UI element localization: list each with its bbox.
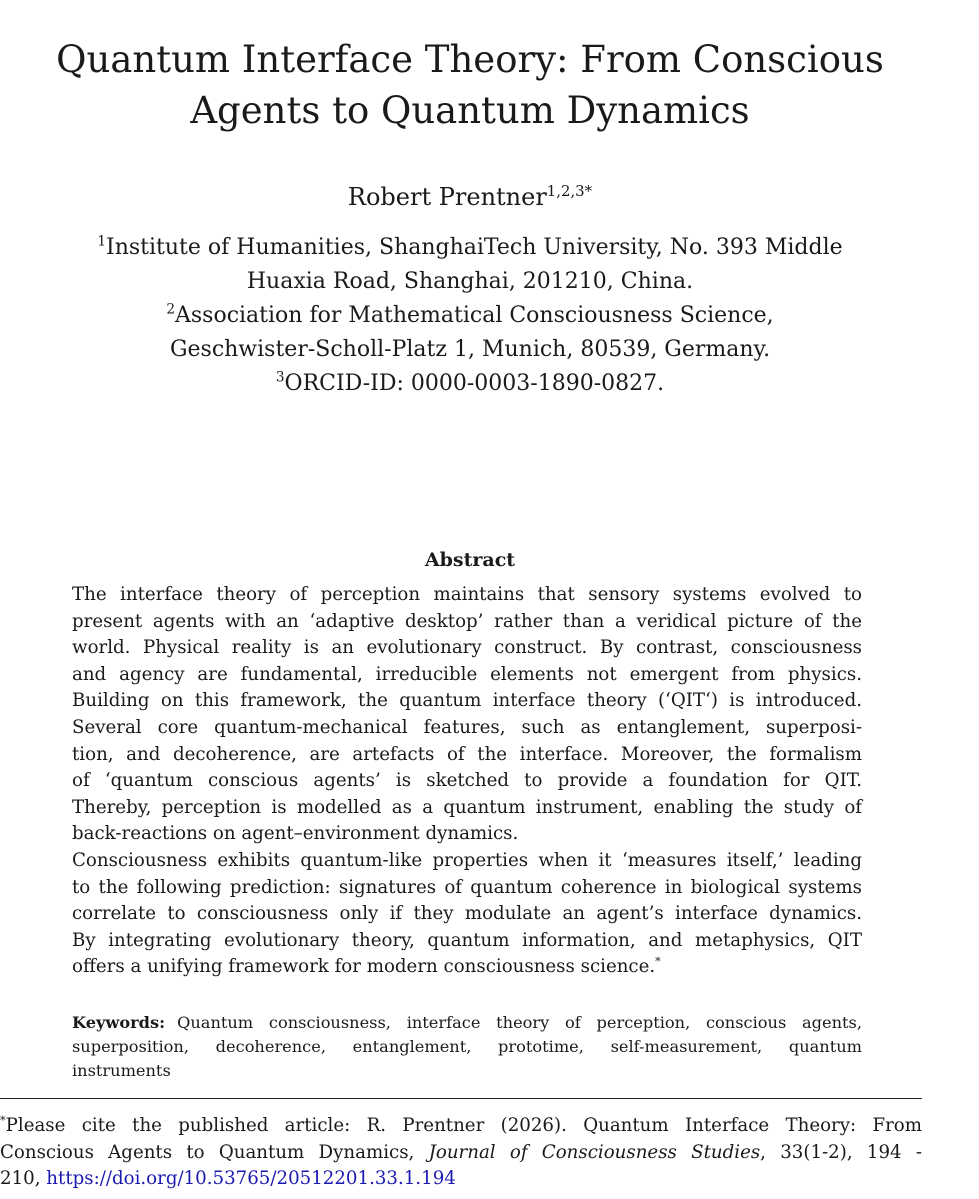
footnote-rule — [0, 1098, 922, 1099]
affiliation-text: ORCID-ID: 0000-0003-1890-0827. — [284, 371, 665, 396]
author-name: Robert Prentner — [347, 183, 547, 211]
abstract-line: back-reactions on agent–environment dynamics. — [72, 823, 519, 845]
affiliation-text: Association for Mathematical Consciousness Science, — [174, 303, 774, 328]
abstract-line: tion, and decoherence, are artefacts of the interface. Moreover, the formalism — [72, 743, 862, 765]
author-affiliation-marks: 1,2,3* — [546, 182, 593, 200]
keywords-line — [72, 1011, 862, 1035]
footnote-mark: * — [0, 1113, 6, 1127]
affiliation-1 — [30, 231, 910, 265]
keywords-text: Quantum consciousness, interface theory of perception, conscious agents, — [177, 1013, 862, 1032]
doi-link[interactable]: https://doi.org/10.53765/20512201.33.1.194 — [46, 1168, 456, 1190]
keywords-section — [72, 1011, 862, 1083]
title-line-1: Quantum Interface Theory: From Conscious — [56, 38, 884, 81]
title-line-2: Agents to Quantum Dynamics — [190, 89, 750, 132]
abstract-line: present agents with an ‘adaptive desktop’ rather than a veridical picture of the — [72, 610, 862, 632]
keywords-line: superposition, decoherence, entanglement, prototime, self-measurement, quantum — [72, 1037, 862, 1056]
affiliation-text: Geschwister-Scholl-Platz 1, Munich, 80539, Germany. — [169, 337, 771, 362]
abstract-line: and agency are fundamental, irreducible elements not emergent from physics. — [72, 663, 862, 685]
abstract-footnote-mark: * — [655, 955, 661, 969]
footnote-line — [0, 1113, 922, 1140]
affiliation-mark: 1 — [97, 233, 107, 250]
footnote-line — [0, 1140, 922, 1167]
abstract-line: Consciousness exhibits quantum-like properties when it ‘measures itself,’ leading — [72, 849, 862, 871]
abstract-line: Thereby, perception is modelled as a quantum instrument, enabling the study of — [72, 796, 862, 818]
affiliation-2 — [30, 299, 910, 333]
footnote-text: Conscious Agents to Quantum Dynamics, — [0, 1141, 415, 1163]
affiliation-3 — [30, 367, 910, 401]
footnote-text: , 33(1-2), 194 - — [760, 1141, 922, 1163]
affiliation-text: Institute of Humanities, ShanghaiTech University, No. 393 Middle — [106, 235, 843, 260]
footnote-text: 210, — [0, 1168, 41, 1190]
affiliation-1-cont — [30, 265, 910, 299]
abstract-line: to the following prediction: signatures of quantum coherence in biological systems — [72, 876, 862, 898]
footnote-line — [0, 1166, 922, 1193]
abstract-line: correlate to consciousness only if they modulate an agent’s interface dynamics. — [72, 903, 862, 925]
paper-title — [40, 34, 900, 136]
abstract-line: By integrating evolutionary theory, quantum information, and metaphysics, QIT — [72, 929, 862, 951]
abstract-line: Building on this framework, the quantum interface theory (‘QIT‘) is introduced. — [72, 690, 862, 712]
abstract-line: of ‘quantum conscious agents’ is sketched to provide a foundation for QIT. — [72, 770, 862, 792]
abstract-line: world. Physical reality is an evolutionary construct. By contrast, consciousness — [72, 637, 862, 659]
abstract-heading: Abstract — [424, 549, 516, 571]
affiliation-mark: 2 — [166, 301, 175, 318]
abstract-line: The interface theory of perception maintains that sensory systems evolved to — [72, 584, 862, 605]
affiliation-mark: 3 — [275, 369, 285, 386]
abstract-body — [72, 582, 862, 981]
affiliation-2-cont — [30, 333, 910, 367]
abstract-line-text: offers a unifying framework for modern consciousness science. — [72, 956, 656, 978]
keywords-line: instruments — [72, 1061, 171, 1080]
affiliations — [30, 231, 910, 401]
author-line — [40, 180, 900, 214]
affiliation-text: Huaxia Road, Shanghai, 201210, China. — [246, 269, 694, 294]
keywords-label: Keywords: — [72, 1013, 166, 1032]
footnote — [0, 1113, 922, 1193]
footnote-text: Please cite the published article: R. Prentner (2026). Quantum Interface Theory: From — [5, 1115, 922, 1136]
abstract-line-final — [72, 954, 862, 981]
journal-name: Journal of Consciousness Studies — [428, 1141, 761, 1163]
abstract-line: Several core quantum-mechanical features, such as entanglement, superposi- — [72, 716, 862, 738]
